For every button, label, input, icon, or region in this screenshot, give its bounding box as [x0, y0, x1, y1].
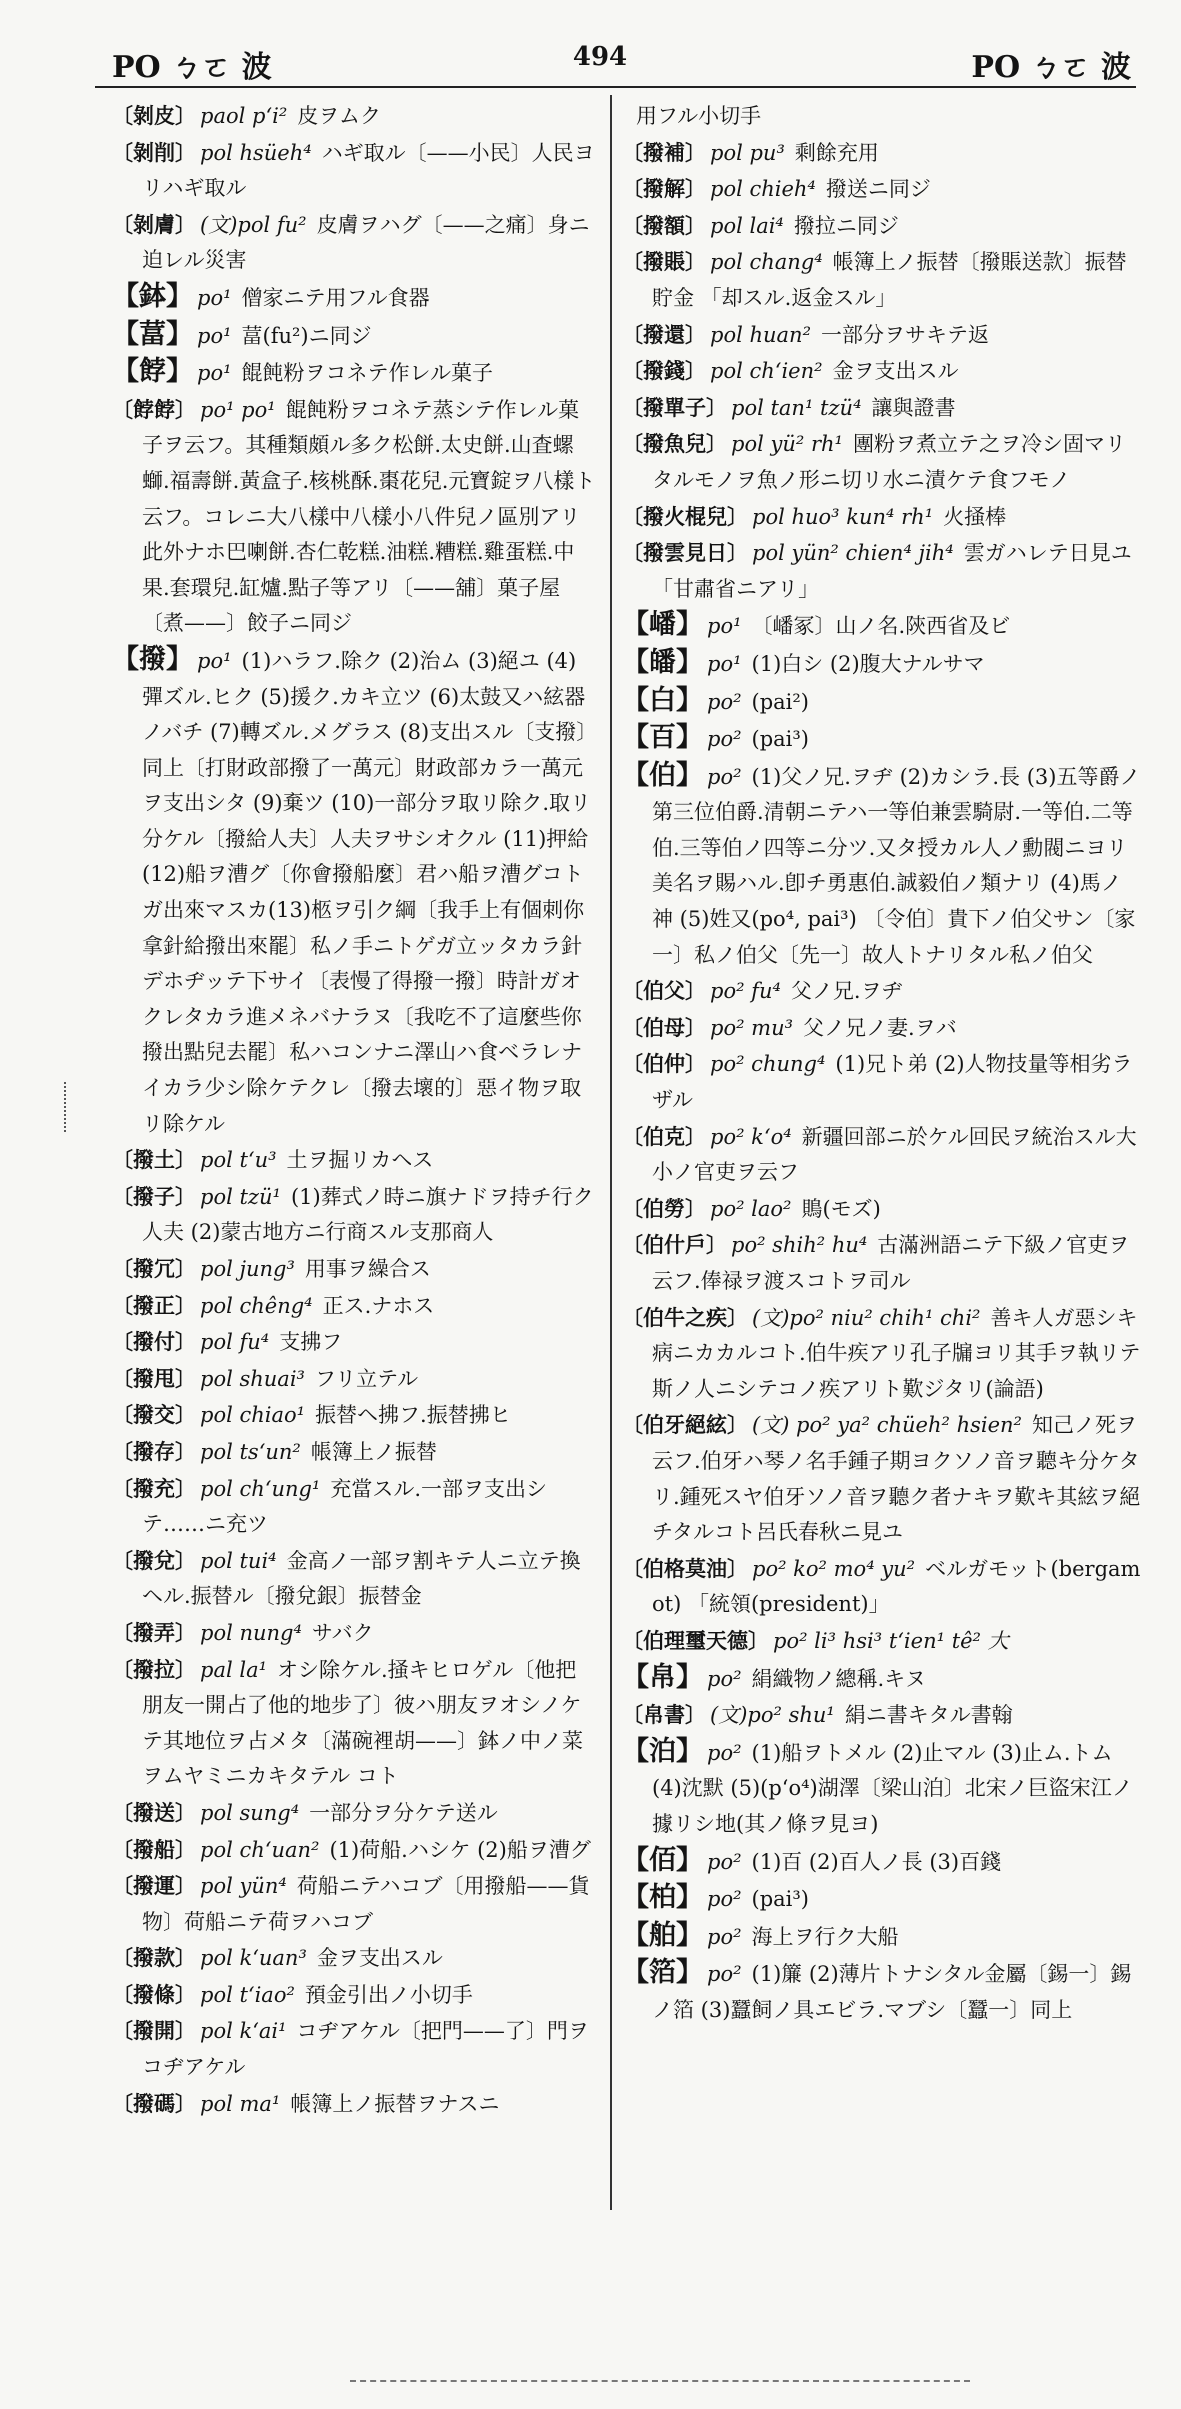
entry-romanization: pol tsʻun² [200, 1439, 301, 1464]
running-head-right: PO ㄅㄛ 波 [971, 50, 1131, 85]
left-column [112, 98, 596, 2208]
entry-headword: 〔撥還〕 [622, 321, 706, 347]
dictionary-entry [622, 499, 1142, 536]
entry-romanization: po¹ [707, 651, 742, 676]
entry-definition: サバク [311, 1620, 374, 1645]
entry-headword: 【皤】 [622, 646, 703, 678]
dictionary-entry [622, 683, 1142, 721]
dictionary-entry [622, 1955, 1142, 2028]
entry-definition: 古滿洲語ニテ下級ノ官吏ヲ云フ.俸禄ヲ渡スコトヲ司ル [652, 1233, 1130, 1293]
entry-definition: 金ヲ支出スル [832, 359, 959, 384]
entry-romanization: po² [707, 1849, 742, 1874]
entry-headword: 〔伯牙絕絃〕 [622, 1412, 748, 1438]
dictionary-entry [622, 1191, 1142, 1228]
entry-headword: 【帛】 [622, 1661, 703, 1693]
entry-romanization: paol pʻi² [200, 104, 288, 128]
dictionary-entry [622, 1843, 1142, 1881]
entry-romanization: pol chʻuan² [200, 1837, 320, 1862]
entry-romanization: pol chêng⁴ [200, 1293, 313, 1318]
entry-headword: 〔撥額〕 [622, 212, 706, 238]
column-divider [610, 95, 612, 2210]
dictionary-entry [622, 645, 1142, 683]
entry-romanization: pol chang⁴ [710, 250, 823, 275]
right-column [622, 98, 1142, 2208]
entry-headword: 【餑】 [112, 356, 193, 388]
dictionary-entry [622, 535, 1142, 607]
entry-romanization: pol kʻuan³ [200, 1946, 307, 1971]
entry-definition: 〔嶓冢〕山ノ名.陝西省及ビ [751, 614, 1011, 639]
entry-romanization: po¹ [197, 648, 232, 673]
dictionary-entry [112, 2013, 596, 2085]
entry-headword: 〔撥送〕 [112, 1799, 196, 1825]
entry-definition: 撥送ニ同ジ [825, 177, 931, 202]
dictionary-entry [112, 1977, 596, 2014]
entry-romanization: pol hsüeh⁴ [200, 140, 312, 165]
dictionary-entry [622, 758, 1142, 974]
entry-definition: 葍(fu²)ニ同ジ [241, 323, 372, 348]
entry-headword: 〔撥單子〕 [622, 394, 727, 420]
dictionary-entry [112, 1652, 596, 1795]
entry-romanization: pol lai⁴ [710, 213, 784, 238]
dictionary-entry [112, 135, 596, 207]
entry-definition: 支拂フ [279, 1330, 343, 1355]
entry-definition: (1)船ヲトメル (2)止マル (3)止ム.トム (4)沈默 (5)(pʻo⁴)湖澤〔梁山泊〕北宋ノ巨盜宋江ノ據リシ地(其ノ條ヲ見ヨ) [652, 1740, 1133, 1836]
entry-definition: 讓與證書 [871, 395, 956, 420]
entry-definition: (1)葬式ノ時ニ旗ナドヲ持チ行ク人夫 (2)蒙古地方ニ行商スル支那商人 [142, 1184, 594, 1245]
dictionary-entry [112, 1868, 596, 1940]
entry-definition: (1)簾 (2)薄片トナシタル金屬〔錫一〕錫ノ箔 (3)蠶飼ノ具エビラ.マブシ〔蠶一〕同上 [652, 1962, 1132, 2022]
entry-definition: 充當スル.一部ヲ支出シテ……ニ充ツ [142, 1476, 548, 1537]
entry-romanization: pol tui⁴ [200, 1548, 277, 1573]
entry-definition: 土ヲ掘リカヘス [286, 1148, 434, 1173]
entry-headword: 〔撥兌〕 [112, 1547, 196, 1573]
entry-definition: 一部分ヲサキテ返 [821, 322, 989, 347]
entry-definition: (pai³) [751, 1887, 809, 1912]
entry-headword: 〔伯母〕 [622, 1014, 706, 1040]
entry-romanization: po² ko² mo⁴ yu² [752, 1556, 916, 1581]
entry-romanization: (文)po² niu² chih¹ chi² [752, 1305, 981, 1330]
entry-definition: 正ス.ナホス [322, 1293, 435, 1318]
entry-definition: 金ヲ支出スル [316, 1946, 443, 1971]
entry-definition: 絹ニ書キタル書翰 [844, 1703, 1013, 1728]
entry-headword: 〔伯父〕 [622, 978, 706, 1004]
dictionary-entry [622, 1918, 1142, 1956]
entry-romanization: po² kʻo⁴ [710, 1124, 792, 1149]
entry-definition: 雲ガハレテ日見ユ 「甘肅省ニアリ」 [652, 541, 1132, 601]
entry-romanization: po¹ [197, 361, 232, 386]
entry-romanization: po² [707, 1666, 742, 1691]
entry-headword: 【百】 [622, 722, 703, 754]
dictionary-entry [622, 1119, 1142, 1191]
entry-definition: ベルガモット(bergamot) 「統領(president)」 [652, 1556, 1141, 1617]
dictionary-entry [622, 1623, 1142, 1660]
entry-definition: (1)ハラフ.除ク (2)治ム (3)絕ユ (4)彈ズル.ヒク (5)援ク.カキ立ツ (6)太鼓又ハ絃器ノバチ (7)轉ズル.メグラス (8)支出スル〔支撥〕同上〔打財政部撥了一萬元〕財政部カラ一萬元ヲ支出シタ (9)棄ツ (10)一部分ヲ取リ除ク.取リ分ケル〔撥給人夫〕人夫ヲサシオクル (11)押給 (12)船ヲ漕グ〔你會撥船麼〕君ハ船ヲ漕グコトガ出來マスカ(13)柩ヲ引ク綱〔我手上有個刺你拿針給撥出來罷〕私ノ手ニトゲガ立ッタカラ針デホヂッテ下サイ〔表慢了得撥一撥〕時計ガオクレタカラ進メネバナラヌ〔我吃不了這麼些你撥出點兒去罷〕私ハコンナニ澤山ハ食ベラレナイカラ少シ除ケテクレ〔撥去壞的〕惡イ物ヲ取リ除ケル [142, 648, 592, 1136]
entry-headword: 〔剝膚〕 [112, 211, 196, 237]
entry-headword: 〔撥解〕 [622, 176, 706, 202]
dictionary-entry [112, 1397, 596, 1434]
entry-headword: 〔撥船〕 [112, 1836, 196, 1862]
dictionary-entry [622, 973, 1142, 1010]
dictionary-entry [622, 1734, 1142, 1843]
entry-headword: 【撥】 [112, 643, 193, 675]
entry-romanization: pal la¹ [200, 1657, 268, 1682]
dictionary-entry [622, 720, 1142, 758]
entry-headword: 【柏】 [622, 1882, 703, 1914]
dictionary-entry [112, 279, 596, 317]
entry-romanization: pol tan¹ tzü⁴ [731, 395, 862, 420]
entry-headword: 〔撥補〕 [622, 139, 706, 165]
entry-headword: 〔伯牛之疾〕 [622, 1304, 748, 1330]
entry-headword: 【葍】 [112, 318, 193, 350]
entry-definition: (pai³) [751, 727, 809, 752]
entry-headword: 〔撥正〕 [112, 1292, 196, 1318]
entry-romanization: po¹ [707, 614, 742, 639]
dictionary-entry [622, 135, 1142, 172]
entry-romanization: po² chung⁴ [710, 1052, 826, 1077]
entry-romanization: po² [707, 1962, 742, 1987]
entry-definition: 鵙(モズ) [801, 1196, 881, 1221]
dictionary-entry [112, 1361, 596, 1398]
entry-romanization: po² lao² [710, 1196, 792, 1221]
dictionary-entry [112, 2086, 596, 2123]
entry-headword: 〔撥條〕 [112, 1981, 196, 2007]
entry-headword: 〔撥雲見日〕 [622, 540, 748, 566]
entry-romanization: (文)pol fu² [200, 212, 307, 237]
entry-definition: フリ立テル [314, 1366, 419, 1391]
dictionary-entry [112, 207, 596, 279]
entry-headword: 〔撥甩〕 [112, 1365, 196, 1391]
dictionary-entry [622, 390, 1142, 427]
entry-definition: 海上ヲ行ク大船 [751, 1924, 899, 1949]
entry-definition: 荷船ニテハコブ〔用撥船——貨物〕荷船ニテ荷ヲハコブ [142, 1874, 590, 1934]
dictionary-entry [112, 98, 596, 135]
entry-headword: 【佰】 [622, 1844, 703, 1876]
entry-romanization: (文) po² ya² chüeh² hsien² [752, 1413, 1022, 1438]
dictionary-entry [112, 1288, 596, 1325]
entry-headword: 〔伯勞〕 [622, 1195, 706, 1221]
entry-headword: 【嶓】 [622, 609, 703, 641]
entry-definition: 僧家ニテ用フル食器 [241, 285, 430, 310]
entry-definition: 團粉ヲ煮立テ之ヲ冷シ固マリタルモノヲ魚ノ形ニ切リ水ニ漬ケテ食フモノ [652, 432, 1126, 492]
entry-headword: 〔撥錢〕 [622, 358, 706, 384]
dictionary-entry [622, 1227, 1142, 1299]
entry-definition: 餛飩粉ヲコネテ作レル菓子 [241, 361, 493, 386]
dictionary-entry [112, 392, 596, 642]
entry-romanization: pol chʻung¹ [200, 1476, 321, 1501]
entry-headword: 〔撥款〕 [112, 1945, 196, 1971]
dictionary-entry [622, 1300, 1142, 1408]
entry-romanization: pol chʻien² [710, 359, 823, 384]
entry-headword: 〔撥弄〕 [112, 1619, 196, 1645]
dictionary-entry [112, 317, 596, 355]
entry-definition: 預金引出ノ小切手 [304, 1982, 473, 2007]
entry-definition: 皮ヲムク [297, 104, 382, 128]
entry-romanization: pol kʻai¹ [200, 2019, 287, 2044]
page-number: 494 [572, 42, 628, 72]
dictionary-entry [112, 1434, 596, 1471]
entry-romanization: pol ma¹ [200, 2091, 281, 2116]
entry-definition: 帳簿上ノ振替〔撥賬送款〕振替貯金 「却スル.返金スル」 [652, 250, 1127, 310]
entry-definition: (pai²) [751, 689, 809, 714]
entry-romanization: pol sung⁴ [200, 1800, 300, 1825]
entry-headword: 〔撥運〕 [112, 1873, 196, 1899]
entry-headword: 【白】 [622, 684, 703, 716]
entry-headword: 【舶】 [622, 1919, 703, 1951]
entry-romanization: pol yü² rh¹ [731, 432, 843, 457]
entry-romanization: pol shuai³ [200, 1366, 305, 1391]
dictionary-entry [112, 1142, 596, 1179]
entry-headword: 〔撥火棍兒〕 [622, 503, 748, 529]
dictionary-entry [622, 244, 1142, 316]
entry-definition: 父ノ兄ノ妻.ヲバ [803, 1015, 957, 1040]
entry-romanization: pol fu⁴ [200, 1330, 270, 1355]
entry-romanization: po¹ [197, 323, 232, 348]
entry-definition: (1)兄ト弟 (2)人物技量等相劣ラザル [652, 1052, 1133, 1113]
dictionary-entry [622, 98, 1142, 135]
dictionary-entry [112, 354, 596, 392]
dictionary-entry [622, 1660, 1142, 1698]
entry-definition: 撥拉ニ同ジ [793, 213, 899, 238]
entry-romanization: pol tʻu³ [200, 1148, 277, 1173]
dictionary-entry [622, 1880, 1142, 1918]
running-head-left: PO ㄅㄛ 波 [112, 50, 272, 85]
dictionary-entry [112, 1543, 596, 1615]
entry-romanization: po¹ [197, 285, 232, 310]
entry-headword: 〔撥子〕 [112, 1183, 196, 1209]
entry-headword: 〔餑餑〕 [112, 396, 196, 422]
margin-mark [64, 1082, 69, 1132]
dictionary-entry [112, 1471, 596, 1543]
entry-headword: 〔撥交〕 [112, 1402, 196, 1428]
entry-headword: 〔撥冗〕 [112, 1256, 196, 1281]
entry-headword: 〔伯格莫油〕 [622, 1555, 748, 1581]
entry-definition: 父ノ兄.ヲヂ [790, 979, 903, 1004]
dictionary-entry [112, 642, 596, 1142]
entry-definition: 新疆回部ニ於ケル回民ヲ統治スル大小ノ官吏ヲ云フ [652, 1124, 1137, 1185]
entry-definition: (1)父ノ兄.ヲヂ (2)カシラ.長 (3)五等爵ノ第三位伯爵.清朝ニテハ一等伯兼雲騎尉.一等伯.二等伯.三等伯ノ四等ニ分ツ.又タ授カル人ノ勳閥ニヨリ美名ヲ賜ハル.卽チ勇惠伯.誠毅伯ノ類ナリ (4)馬ノ神 (5)姓又(po⁴, pai³) 〔令伯〕貴下ノ伯父サン〔家一〕私ノ伯父〔先一〕故人トナリタル私ノ伯父 [652, 764, 1141, 967]
entry-definition: 用事ヲ繰合ス [304, 1257, 431, 1281]
entry-headword: 〔剝皮〕 [112, 103, 196, 128]
entry-definition: 剩餘充用 [794, 140, 879, 165]
entry-romanization: pol tzü¹ [200, 1184, 281, 1209]
entry-romanization: pol tʻiao² [200, 1982, 295, 2007]
dictionary-entry [622, 1697, 1142, 1734]
entry-romanization: pol huan² [710, 322, 811, 347]
entry-definition: 餛飩粉ヲコネテ蒸シテ作レル菓子ヲ云フ。其種類頗ル多ク松餅.太史餅.山査螺螄.福壽餅.黃盒子.核桃酥.棗花兒.元寶錠ヲ八樣ト云フ。コレニ大八樣中八樣小八件兒ノ區別アリ此外ナホ巴喇餅.杏仁乾糕.油糕.糟糕.雞蛋糕.中果.套環兒.缸爐.點子等アリ〔——舖〕菓子屋〔煮——〕餃子ニ同ジ [142, 397, 596, 636]
dictionary-entry [622, 1046, 1142, 1118]
dictionary-entry [622, 171, 1142, 208]
dictionary-entry [622, 1010, 1142, 1047]
entry-romanization: po² li³ hsi³ tʻien¹ tê² 大 [773, 1628, 1009, 1653]
entry-headword: 〔伯理璽天德〕 [622, 1627, 769, 1653]
entry-romanization: po² [707, 764, 742, 789]
dictionary-entry [112, 1940, 596, 1977]
entry-romanization: po² [707, 1924, 742, 1949]
entry-romanization: po¹ po¹ [200, 397, 276, 422]
entry-headword: 【箔】 [622, 1957, 703, 1989]
dictionary-entry [622, 1407, 1142, 1550]
entry-romanization: pol nung⁴ [200, 1620, 302, 1645]
entry-headword: 【伯】 [622, 759, 703, 791]
entry-romanization: po² [707, 1740, 742, 1765]
entry-headword: 〔撥碼〕 [112, 2090, 196, 2116]
dictionary-entry [112, 1795, 596, 1832]
dictionary-entry [622, 317, 1142, 354]
dictionary-entry [622, 208, 1142, 245]
dictionary-entry [112, 1251, 596, 1288]
entry-romanization: po² [707, 689, 742, 714]
entry-definition: 知己ノ死ヲ云フ.伯牙ハ琴ノ名手鍾子期ヨクソノ音ヲ聽キ分ケタリ.鍾死スヤ伯牙ソノ音ヲ聽ク者ナキヲ歎キ其絃ヲ絕チタルコト呂氏春秋ニ見ユ [652, 1413, 1141, 1545]
entry-headword: 〔撥賬〕 [622, 249, 706, 275]
footer-rule [350, 2380, 970, 2383]
entry-headword: 〔帛書〕 [622, 1702, 706, 1728]
dictionary-entry [112, 1324, 596, 1361]
entry-romanization: pol pu³ [710, 140, 785, 165]
entry-definition: 帳簿上ノ振替ヲナスニ [290, 2091, 500, 2116]
entry-headword: 〔撥土〕 [112, 1147, 196, 1173]
entry-romanization: pol chiao¹ [200, 1403, 306, 1428]
entry-headword: 〔撥魚兒〕 [622, 431, 727, 457]
entry-definition: 用フル小切手 [636, 104, 762, 128]
entry-definition: (1)白シ (2)腹大ナルサマ [751, 651, 985, 676]
entry-romanization: po² [707, 1887, 742, 1912]
entry-romanization: pol chieh⁴ [710, 177, 816, 202]
entry-romanization: pol yün⁴ [200, 1874, 287, 1899]
dictionary-entry [112, 1615, 596, 1652]
entry-headword: 〔撥充〕 [112, 1475, 196, 1501]
entry-headword: 〔撥開〕 [112, 2018, 196, 2044]
entry-romanization: pol yün² chien⁴ jih⁴ [752, 541, 954, 566]
entry-headword: 〔撥付〕 [112, 1329, 196, 1355]
entry-definition: 皮膚ヲハグ〔——之痛〕身ニ迫レル災害 [142, 212, 590, 273]
dictionary-entry [112, 1832, 596, 1869]
entry-headword: 〔撥拉〕 [112, 1656, 196, 1682]
entry-definition: (1)百 (2)百人ノ長 (3)百錢 [751, 1849, 1002, 1874]
dictionary-entry [622, 1551, 1142, 1623]
entry-headword: 〔伯克〕 [622, 1123, 706, 1149]
entry-definition: 振替ヘ拂フ.振替拂ヒ [315, 1403, 511, 1428]
entry-definition: オシ除ケル.掻キヒロゲル〔他把朋友一開占了他的地步了〕彼ハ朋友ヲオシノケテ其地位ヲ占メタ〔滿碗裡胡——〕鉢ノ中ノ菜ヲムヤミニカキタテル コト [142, 1657, 583, 1789]
entry-headword: 【鉢】 [112, 280, 193, 312]
dictionary-entry [112, 1179, 596, 1251]
entry-romanization: (文)po² shu¹ [710, 1703, 835, 1728]
entry-headword: 〔撥存〕 [112, 1438, 196, 1464]
entry-romanization: pol huo³ kun⁴ rh¹ [752, 504, 934, 529]
entry-definition: コヂアケル〔把門——了〕門ヲコヂアケル [142, 2019, 589, 2080]
entry-headword: 【泊】 [622, 1735, 703, 1767]
entry-definition: 火掻棒 [943, 504, 1007, 529]
dictionary-entry [622, 607, 1142, 645]
entry-headword: 〔剝削〕 [112, 139, 196, 165]
entry-romanization: pol jung³ [200, 1257, 295, 1281]
entry-definition: 絹織物ノ總稱.キヌ [751, 1666, 926, 1691]
entry-romanization: po² [707, 727, 742, 752]
entry-definition: 一部分ヲ分ケテ送ル [309, 1800, 498, 1825]
dictionary-entry [622, 426, 1142, 498]
entry-romanization: po² shih² hu⁴ [731, 1233, 868, 1258]
entry-definition: 金高ノ一部ヲ割キテ人ニ立テ換ヘル.振替ル〔撥兌銀〕振替金 [142, 1548, 581, 1609]
dictionary-entry [622, 353, 1142, 390]
entry-headword: 〔伯仲〕 [622, 1051, 706, 1077]
entry-romanization: po² mu³ [710, 1015, 794, 1040]
header-rule [95, 86, 1136, 88]
entry-definition: ハギ取ル〔——小民〕人民ヨリハギ取ル [142, 140, 595, 201]
entry-headword: 〔伯什戶〕 [622, 1232, 727, 1258]
entry-definition: 善キ人ガ惡シキ病ニカカルコト.伯牛疾アリ孔子牖ヨリ其手ヲ執リテ斯ノ人ニシテコノ疾アリト歎ジタリ(論語) [652, 1305, 1141, 1401]
entry-definition: (1)荷船.ハシケ (2)船ヲ漕グ [329, 1837, 591, 1862]
entry-romanization: po² fu⁴ [710, 979, 781, 1004]
entry-definition: 帳簿上ノ振替 [310, 1439, 437, 1464]
